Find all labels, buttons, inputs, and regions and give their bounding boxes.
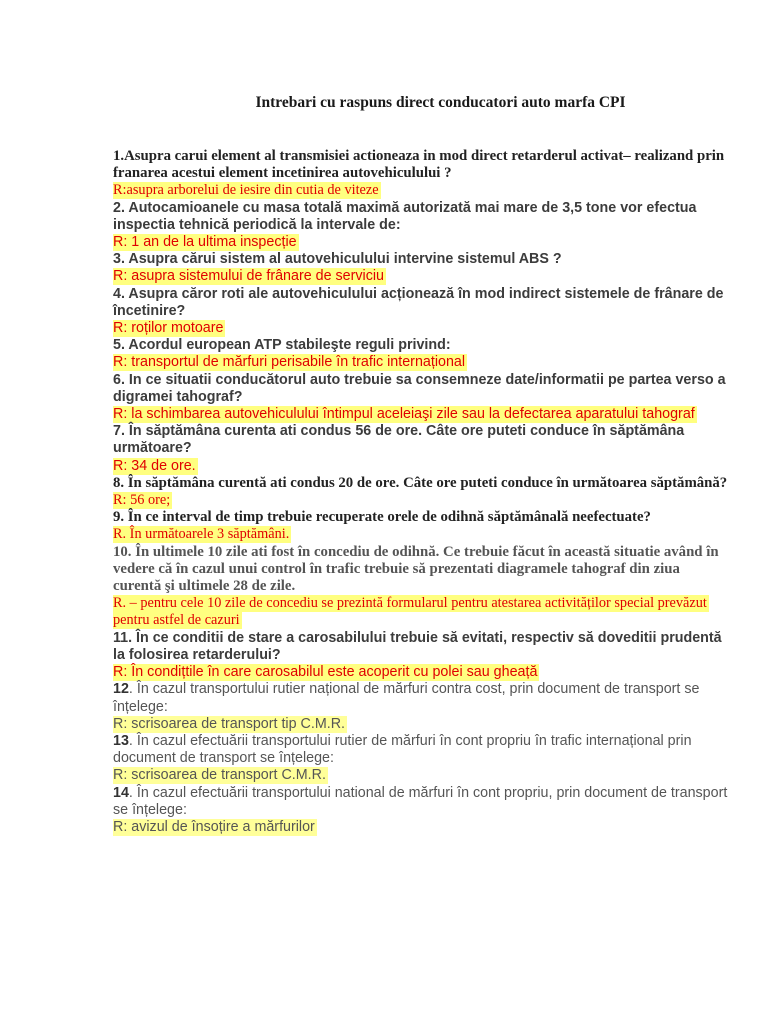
answer-5-text: R: transportul de mărfuri perisabile în trafic internațional <box>113 354 466 371</box>
answer-14 <box>113 819 728 836</box>
document-title: Intrebari cu raspuns direct conducatori auto marfa CPI <box>255 94 626 111</box>
question-6: 6. In ce situatii conducătorul auto trebuie sa consemneze date/informatii pe partea verso a digramei tahograf? <box>113 371 726 405</box>
answer-2 <box>113 234 728 251</box>
qa-item-5 <box>113 337 728 371</box>
qa-item-10 <box>113 544 728 630</box>
question-7: 7. În săptămâna curenta ati condus 56 de ore. Câte ore puteti conduce în săptămâna următoare? <box>113 423 685 457</box>
question-8: 8. În săptămâna curentă ati condus 20 de ore. Câte ore puteti conduce în următoarea săptămână? <box>113 474 728 491</box>
question-13 <box>113 733 728 767</box>
qa-item-7 <box>113 423 728 475</box>
qa-item-9 <box>113 509 728 543</box>
question-4: 4. Asupra căror roti ale autovehiculului acționează în mod indirect sistemele de frânare de încetinire? <box>113 285 724 319</box>
qa-item-14 <box>113 785 728 837</box>
question-3: 3. Asupra cărui sistem al autovehiculului intervine sistemul ABS ? <box>113 251 562 268</box>
question-12-number: 12 <box>113 681 129 698</box>
question-14-text: . În cazul efectuării transportului national de mărfuri în cont propriu, prin document de transport se înțelege: <box>113 784 728 818</box>
answer-14-text: R: avizul de însoțire a mărfurilor <box>113 818 315 835</box>
answer-8 <box>113 492 728 509</box>
answer-3-text: R: asupra sistemului de frânare de serviciu <box>113 268 384 285</box>
question-13-text: . În cazul efectuării transportului rutier de mărfuri în cont propriu în trafic internațional prin document de transport se înțelege: <box>113 732 692 767</box>
question-12 <box>113 681 728 715</box>
answer-1-text: R:asupra arborelui de iesire din cutia de viteze <box>113 182 379 199</box>
question-10: 10. În ultimele 10 zile ati fost în concediu de odihnă. Ce trebuie făcut în această situatie având în vedere că în cazul unui control în trafic trebuie să prezentati diagramele tahograf din ziua curentă şi ultimele 28 de zile. <box>113 543 719 595</box>
question-13-number: 13 <box>113 732 129 749</box>
answer-7-text: R: 34 de ore. <box>113 457 196 474</box>
question-1: 1.Asupra carui element al transmisiei actioneaza in mod direct retarderul activat– realizand prin franarea acestui element incetinirea autovehiculului ? <box>113 148 725 182</box>
answer-7 <box>113 458 728 475</box>
answer-10 <box>113 595 728 629</box>
answer-8-text: R: 56 ore; <box>113 492 171 509</box>
answer-3 <box>113 268 728 285</box>
question-14 <box>113 785 728 819</box>
qa-item-13 <box>113 733 728 785</box>
answer-9-text: R. În următoarele 3 săptămâni. <box>113 526 290 543</box>
answer-4-text: R: roților motoare <box>113 320 224 337</box>
answer-2-text: R: 1 an de la ultima inspecție <box>113 234 297 251</box>
answer-5 <box>113 354 728 371</box>
question-5: 5. Acordul european ATP stabileşte reguli privind: <box>113 337 451 354</box>
answer-11-text: R: În condițtile în care carosabilul este acoperit cu polei sau gheață <box>113 664 538 681</box>
qa-item-3 <box>113 251 728 285</box>
question-12-text: . În cazul transportului rutier național de mărfuri contra cost, prin document de transport se înțelege: <box>113 681 700 715</box>
answer-6-text: R: la schimbarea autovehiculului întimpul aceleiaşi zile sau la defectarea aparatului tahograf <box>113 406 695 423</box>
answer-4 <box>113 320 728 337</box>
qa-item-8 <box>113 475 728 509</box>
answer-10-text: R. – pentru cele 10 zile de concediu se prezintă formularul pentru atestarea activităților special prevăzut pentru astfel de cazuri <box>113 595 707 629</box>
answer-12-text: R: scrisoarea de transport tip C.M.R. <box>113 715 346 732</box>
answer-11 <box>113 664 728 681</box>
question-9: 9. În ce interval de timp trebuie recuperate orele de odihnă săptămânală neefectuate? <box>113 509 651 526</box>
qa-item-6 <box>113 372 728 424</box>
answer-13-text: R: scrisoarea de transport C.M.R. <box>113 767 326 784</box>
qa-item-1 <box>113 148 728 200</box>
answer-1 <box>113 182 728 199</box>
answer-13 <box>113 767 728 784</box>
answer-9 <box>113 526 728 543</box>
question-2: 2. Autocamioanele cu masa totală maximă autorizată mai mare de 3,5 tone vor efectua inspectia tehnică periodică la intervale de: <box>113 199 697 233</box>
qa-item-12 <box>113 681 728 733</box>
question-14-number: 14 <box>113 784 129 801</box>
qa-item-11 <box>113 630 728 682</box>
qa-item-2 <box>113 200 728 252</box>
answer-6 <box>113 406 728 423</box>
question-11: 11. În ce conditii de stare a carosabilului trebuie să evitati, respectiv să doveditii prudentă la folosirea retarderului? <box>113 629 722 663</box>
answer-12 <box>113 716 728 733</box>
qa-item-4 <box>113 286 728 338</box>
